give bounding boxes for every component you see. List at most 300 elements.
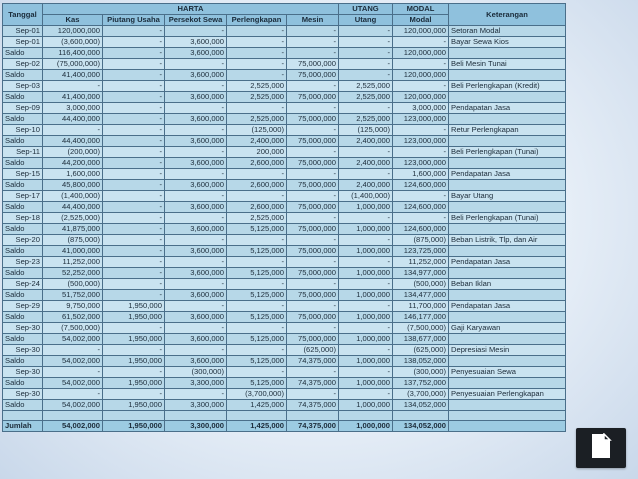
cell-tanggal: Sep-24	[3, 279, 43, 290]
cell-mesin: -	[287, 37, 339, 48]
cell-tanggal: Saldo	[3, 92, 43, 103]
table-row	[3, 323, 566, 334]
cell-perlengkapan: -	[227, 323, 287, 334]
cell-tanggal: Saldo	[3, 334, 43, 345]
header-piutang-usaha: Piutang Usaha	[103, 15, 165, 26]
cell-utang: -	[339, 367, 393, 378]
cell-tanggal: Sep-20	[3, 235, 43, 246]
cell-utang: 2,400,000	[339, 158, 393, 169]
cell-perlengkapan: -	[227, 279, 287, 290]
cell-persekot: -	[165, 103, 227, 114]
cell-perlengkapan: 2,525,000	[227, 213, 287, 224]
cell-piutang: -	[103, 257, 165, 268]
cell-persekot: -	[165, 235, 227, 246]
cell-mesin: 75,000,000	[287, 158, 339, 169]
cell-utang: 1,000,000	[339, 268, 393, 279]
cell-piutang: -	[103, 169, 165, 180]
cell-tanggal: Saldo	[3, 180, 43, 191]
cell-perlengkapan: -	[227, 169, 287, 180]
cell-kas: (75,000,000)	[43, 59, 103, 70]
cell-mesin: -	[287, 26, 339, 37]
cell-tanggal: Saldo	[3, 268, 43, 279]
cell-keterangan: Beli Mesin Tunai	[449, 59, 566, 70]
cell-keterangan	[449, 48, 566, 59]
cell-perlengkapan: 5,125,000	[227, 268, 287, 279]
cell-kas: 41,400,000	[43, 70, 103, 81]
cell-perlengkapan: 2,600,000	[227, 158, 287, 169]
table-row	[3, 158, 566, 169]
cell-perlengkapan: 5,125,000	[227, 246, 287, 257]
cell-kas: 54,002,000	[43, 421, 103, 432]
cell-persekot: -	[165, 213, 227, 224]
cell-modal: 1,600,000	[393, 169, 449, 180]
cell-kas: -	[43, 345, 103, 356]
cell-piutang: -	[103, 235, 165, 246]
cell-modal: 120,000,000	[393, 70, 449, 81]
cell-tanggal: Saldo	[3, 400, 43, 411]
cell-persekot: 3,600,000	[165, 202, 227, 213]
cell-utang: -	[339, 147, 393, 158]
cell-utang: (1,400,000)	[339, 191, 393, 202]
cell-mesin: -	[287, 367, 339, 378]
cell-persekot: 3,300,000	[165, 378, 227, 389]
cell-keterangan	[449, 180, 566, 191]
cell-keterangan	[449, 290, 566, 301]
cell-mesin: 74,375,000	[287, 421, 339, 432]
cell-piutang: -	[103, 268, 165, 279]
cell-utang: -	[339, 345, 393, 356]
table-row	[3, 202, 566, 213]
cell-piutang: -	[103, 92, 165, 103]
cell-piutang: 1,950,000	[103, 334, 165, 345]
cell-kas: 11,252,000	[43, 257, 103, 268]
cell-utang: 1,000,000	[339, 378, 393, 389]
cell-keterangan	[449, 202, 566, 213]
cell-perlengkapan: -	[227, 367, 287, 378]
table-row	[3, 114, 566, 125]
cell-utang: -	[339, 37, 393, 48]
cell-kas: 45,800,000	[43, 180, 103, 191]
cell-modal: 120,000,000	[393, 26, 449, 37]
cell-mesin: 75,000,000	[287, 114, 339, 125]
cell-kas: 41,875,000	[43, 224, 103, 235]
cell-mesin: -	[287, 81, 339, 92]
cell-perlengkapan: 2,525,000	[227, 92, 287, 103]
cell-perlengkapan: 5,125,000	[227, 378, 287, 389]
cell-persekot: (300,000)	[165, 367, 227, 378]
cell-mesin: 75,000,000	[287, 92, 339, 103]
cell-persekot: 3,600,000	[165, 48, 227, 59]
table-row	[3, 125, 566, 136]
cell-modal	[393, 411, 449, 421]
cell-piutang: -	[103, 180, 165, 191]
cell-piutang: -	[103, 59, 165, 70]
cell-piutang: -	[103, 26, 165, 37]
table-row	[3, 268, 566, 279]
cell-utang: -	[339, 301, 393, 312]
cell-perlengkapan: (125,000)	[227, 125, 287, 136]
cell-tanggal: Sep-09	[3, 103, 43, 114]
cell-tanggal: Sep-30	[3, 323, 43, 334]
header-persekot-sewa: Persekot Sewa	[165, 15, 227, 26]
table-row	[3, 312, 566, 323]
table-row	[3, 301, 566, 312]
table-row	[3, 389, 566, 400]
cell-piutang: -	[103, 114, 165, 125]
cell-persekot: -	[165, 169, 227, 180]
table-row	[3, 246, 566, 257]
cell-kas: 9,750,000	[43, 301, 103, 312]
cell-persekot: 3,600,000	[165, 356, 227, 367]
header-keterangan: Keterangan	[449, 4, 566, 26]
cell-keterangan: Beli Perlengkapan (Tunai)	[449, 213, 566, 224]
cell-piutang	[103, 411, 165, 421]
cell-piutang: -	[103, 191, 165, 202]
cell-keterangan: Retur Perlengkapan	[449, 125, 566, 136]
cell-utang: -	[339, 213, 393, 224]
cell-mesin: 75,000,000	[287, 180, 339, 191]
cell-perlengkapan: -	[227, 37, 287, 48]
cell-tanggal: Saldo	[3, 202, 43, 213]
document-button[interactable]	[576, 428, 626, 468]
cell-piutang: -	[103, 202, 165, 213]
cell-mesin: -	[287, 235, 339, 246]
cell-utang: 1,000,000	[339, 334, 393, 345]
cell-mesin: 75,000,000	[287, 70, 339, 81]
cell-keterangan: Pendapatan Jasa	[449, 257, 566, 268]
cell-perlengkapan: -	[227, 257, 287, 268]
cell-mesin: 75,000,000	[287, 334, 339, 345]
cell-utang: 1,000,000	[339, 246, 393, 257]
total-row	[3, 421, 566, 432]
cell-modal: 11,700,000	[393, 301, 449, 312]
table-row	[3, 191, 566, 202]
cell-mesin: (625,000)	[287, 345, 339, 356]
cell-kas: 41,400,000	[43, 92, 103, 103]
cell-piutang: -	[103, 81, 165, 92]
cell-piutang: -	[103, 290, 165, 301]
cell-utang: 1,000,000	[339, 400, 393, 411]
cell-mesin: -	[287, 279, 339, 290]
cell-persekot: 3,600,000	[165, 114, 227, 125]
cell-mesin: 75,000,000	[287, 268, 339, 279]
cell-tanggal: Sep-29	[3, 301, 43, 312]
cell-piutang: -	[103, 246, 165, 257]
cell-utang: 2,525,000	[339, 92, 393, 103]
cell-keterangan	[449, 356, 566, 367]
table-row	[3, 235, 566, 246]
cell-modal: 137,752,000	[393, 378, 449, 389]
cell-persekot: -	[165, 279, 227, 290]
cell-modal: -	[393, 59, 449, 70]
cell-keterangan: Penyesuaian Perlengkapan	[449, 389, 566, 400]
cell-kas: (1,400,000)	[43, 191, 103, 202]
cell-persekot: 3,600,000	[165, 92, 227, 103]
cell-modal: 134,477,000	[393, 290, 449, 301]
cell-persekot	[165, 411, 227, 421]
cell-keterangan: Beli Perlengkapan (Kredit)	[449, 81, 566, 92]
cell-mesin: -	[287, 125, 339, 136]
cell-mesin: -	[287, 301, 339, 312]
cell-persekot: 3,600,000	[165, 224, 227, 235]
cell-modal: -	[393, 147, 449, 158]
cell-tanggal: Saldo	[3, 356, 43, 367]
header-tanggal: Tanggal	[3, 4, 43, 26]
cell-keterangan	[449, 411, 566, 421]
cell-perlengkapan: -	[227, 191, 287, 202]
cell-perlengkapan: -	[227, 301, 287, 312]
header-modal: MODAL	[393, 4, 449, 15]
cell-piutang: -	[103, 125, 165, 136]
cell-persekot: -	[165, 301, 227, 312]
cell-piutang: -	[103, 389, 165, 400]
cell-perlengkapan: 5,125,000	[227, 356, 287, 367]
cell-perlengkapan: 2,400,000	[227, 136, 287, 147]
cell-persekot: 3,600,000	[165, 246, 227, 257]
cell-mesin: 74,375,000	[287, 400, 339, 411]
cell-persekot: -	[165, 26, 227, 37]
cell-keterangan	[449, 158, 566, 169]
cell-keterangan: Beban Iklan	[449, 279, 566, 290]
cell-keterangan: Pendapatan Jasa	[449, 103, 566, 114]
cell-tanggal: Saldo	[3, 224, 43, 235]
cell-perlengkapan: -	[227, 345, 287, 356]
cell-tanggal: Saldo	[3, 378, 43, 389]
cell-piutang: 1,950,000	[103, 378, 165, 389]
cell-tanggal: Saldo	[3, 312, 43, 323]
header-mesin: Mesin	[287, 15, 339, 26]
table-row	[3, 81, 566, 92]
table-row	[3, 136, 566, 147]
cell-kas: (875,000)	[43, 235, 103, 246]
cell-keterangan	[449, 378, 566, 389]
cell-keterangan	[449, 246, 566, 257]
cell-kas: -	[43, 389, 103, 400]
table-row	[3, 334, 566, 345]
cell-modal: 146,177,000	[393, 312, 449, 323]
cell-utang: -	[339, 257, 393, 268]
table-row	[3, 180, 566, 191]
cell-modal: 138,052,000	[393, 356, 449, 367]
ledger-table	[2, 3, 566, 432]
cell-utang: -	[339, 26, 393, 37]
cell-modal: (500,000)	[393, 279, 449, 290]
cell-utang	[339, 411, 393, 421]
cell-tanggal: Sep-18	[3, 213, 43, 224]
cell-mesin: 75,000,000	[287, 59, 339, 70]
cell-tanggal: Saldo	[3, 136, 43, 147]
cell-modal: 120,000,000	[393, 48, 449, 59]
cell-modal: 134,977,000	[393, 268, 449, 279]
cell-tanggal: Jumlah	[3, 421, 43, 432]
cell-tanggal: Sep-01	[3, 26, 43, 37]
cell-kas: 44,400,000	[43, 136, 103, 147]
cell-tanggal: Saldo	[3, 70, 43, 81]
cell-perlengkapan: 1,425,000	[227, 400, 287, 411]
cell-perlengkapan: (3,700,000)	[227, 389, 287, 400]
cell-utang: 1,000,000	[339, 290, 393, 301]
cell-modal: (3,700,000)	[393, 389, 449, 400]
cell-kas: 44,400,000	[43, 114, 103, 125]
cell-kas: -	[43, 125, 103, 136]
cell-kas: 116,400,000	[43, 48, 103, 59]
cell-kas: 120,000,000	[43, 26, 103, 37]
table-row	[3, 345, 566, 356]
cell-tanggal: Sep-23	[3, 257, 43, 268]
table-row	[3, 48, 566, 59]
cell-mesin: -	[287, 213, 339, 224]
cell-kas: 1,600,000	[43, 169, 103, 180]
cell-utang: 1,000,000	[339, 356, 393, 367]
cell-modal: 3,000,000	[393, 103, 449, 114]
cell-tanggal: Sep-11	[3, 147, 43, 158]
cell-utang: -	[339, 389, 393, 400]
cell-perlengkapan: 2,600,000	[227, 180, 287, 191]
cell-piutang: -	[103, 213, 165, 224]
cell-piutang: -	[103, 345, 165, 356]
cell-perlengkapan: 5,125,000	[227, 224, 287, 235]
cell-piutang: -	[103, 103, 165, 114]
cell-persekot: -	[165, 345, 227, 356]
cell-tanggal: Saldo	[3, 158, 43, 169]
cell-keterangan: Bayar Sewa Kios	[449, 37, 566, 48]
cell-perlengkapan: -	[227, 103, 287, 114]
cell-mesin: -	[287, 103, 339, 114]
cell-modal: 124,600,000	[393, 180, 449, 191]
cell-utang: 1,000,000	[339, 224, 393, 235]
cell-mesin: 75,000,000	[287, 202, 339, 213]
cell-keterangan: Setoran Modal	[449, 26, 566, 37]
cell-mesin: -	[287, 48, 339, 59]
cell-modal: -	[393, 191, 449, 202]
cell-utang: 2,400,000	[339, 180, 393, 191]
cell-piutang: -	[103, 37, 165, 48]
cell-utang: -	[339, 323, 393, 334]
cell-mesin: -	[287, 257, 339, 268]
cell-utang: 2,400,000	[339, 136, 393, 147]
cell-perlengkapan: 2,525,000	[227, 81, 287, 92]
cell-utang: 1,000,000	[339, 421, 393, 432]
cell-keterangan: Gaji Karyawan	[449, 323, 566, 334]
cell-piutang: 1,950,000	[103, 421, 165, 432]
cell-persekot: 3,600,000	[165, 334, 227, 345]
cell-piutang: -	[103, 70, 165, 81]
cell-kas: (2,525,000)	[43, 213, 103, 224]
table-row	[3, 279, 566, 290]
cell-perlengkapan: -	[227, 59, 287, 70]
cell-keterangan	[449, 70, 566, 81]
cell-keterangan: Depresiasi Mesin	[449, 345, 566, 356]
cell-modal: 120,000,000	[393, 92, 449, 103]
table-row	[3, 37, 566, 48]
cell-mesin: 75,000,000	[287, 290, 339, 301]
cell-mesin: 75,000,000	[287, 136, 339, 147]
cell-kas: 41,000,000	[43, 246, 103, 257]
cell-keterangan: Pendapatan Jasa	[449, 301, 566, 312]
cell-kas: (200,000)	[43, 147, 103, 158]
cell-keterangan: Beli Perlengkapan (Tunai)	[449, 147, 566, 158]
cell-modal: 124,600,000	[393, 224, 449, 235]
cell-persekot: 3,300,000	[165, 421, 227, 432]
cell-kas: 44,200,000	[43, 158, 103, 169]
cell-persekot: -	[165, 59, 227, 70]
cell-persekot: 3,600,000	[165, 158, 227, 169]
cell-persekot: 3,600,000	[165, 312, 227, 323]
cell-piutang: -	[103, 323, 165, 334]
cell-utang: 2,525,000	[339, 114, 393, 125]
header-perlengkapan: Perlengkapan	[227, 15, 287, 26]
cell-perlengkapan: 5,125,000	[227, 312, 287, 323]
header-harta: HARTA	[43, 4, 339, 15]
cell-perlengkapan: 1,425,000	[227, 421, 287, 432]
cell-kas: 52,252,000	[43, 268, 103, 279]
cell-kas: 54,002,000	[43, 356, 103, 367]
cell-keterangan	[449, 92, 566, 103]
cell-mesin: -	[287, 389, 339, 400]
cell-mesin: -	[287, 147, 339, 158]
cell-piutang: 1,950,000	[103, 400, 165, 411]
table-row	[3, 213, 566, 224]
cell-persekot: -	[165, 389, 227, 400]
table-row	[3, 411, 566, 421]
header-utang-sub: Utang	[339, 15, 393, 26]
table-row	[3, 356, 566, 367]
header-kas: Kas	[43, 15, 103, 26]
cell-keterangan: Beban Listrik, Tlp, dan Air	[449, 235, 566, 246]
cell-modal: (300,000)	[393, 367, 449, 378]
cell-modal: 124,600,000	[393, 202, 449, 213]
cell-modal: 123,000,000	[393, 114, 449, 125]
cell-kas	[43, 411, 103, 421]
cell-piutang: 1,950,000	[103, 356, 165, 367]
ledger-body	[3, 26, 566, 432]
cell-keterangan: Bayar Utang	[449, 191, 566, 202]
cell-perlengkapan: 200,000	[227, 147, 287, 158]
cell-kas: 54,002,000	[43, 400, 103, 411]
cell-modal: 134,052,000	[393, 421, 449, 432]
cell-perlengkapan: 5,125,000	[227, 290, 287, 301]
cell-modal: (875,000)	[393, 235, 449, 246]
cell-tanggal: Sep-03	[3, 81, 43, 92]
cell-kas: -	[43, 81, 103, 92]
cell-tanggal: Sep-15	[3, 169, 43, 180]
table-row	[3, 169, 566, 180]
cell-tanggal: Sep-01	[3, 37, 43, 48]
cell-persekot: 3,600,000	[165, 290, 227, 301]
cell-kas: 61,502,000	[43, 312, 103, 323]
cell-piutang: -	[103, 367, 165, 378]
cell-keterangan	[449, 312, 566, 323]
table-row	[3, 400, 566, 411]
table-row	[3, 70, 566, 81]
cell-utang: 1,000,000	[339, 202, 393, 213]
cell-kas: (7,500,000)	[43, 323, 103, 334]
cell-persekot: 3,600,000	[165, 268, 227, 279]
cell-modal: 134,052,000	[393, 400, 449, 411]
cell-piutang: -	[103, 48, 165, 59]
table-row	[3, 26, 566, 37]
cell-persekot: 3,300,000	[165, 400, 227, 411]
cell-perlengkapan: -	[227, 235, 287, 246]
cell-perlengkapan: -	[227, 70, 287, 81]
cell-tanggal: Sep-17	[3, 191, 43, 202]
cell-modal: -	[393, 125, 449, 136]
cell-kas: 54,002,000	[43, 334, 103, 345]
cell-persekot: 3,600,000	[165, 180, 227, 191]
cell-keterangan	[449, 400, 566, 411]
cell-mesin: 75,000,000	[287, 312, 339, 323]
cell-perlengkapan: -	[227, 26, 287, 37]
